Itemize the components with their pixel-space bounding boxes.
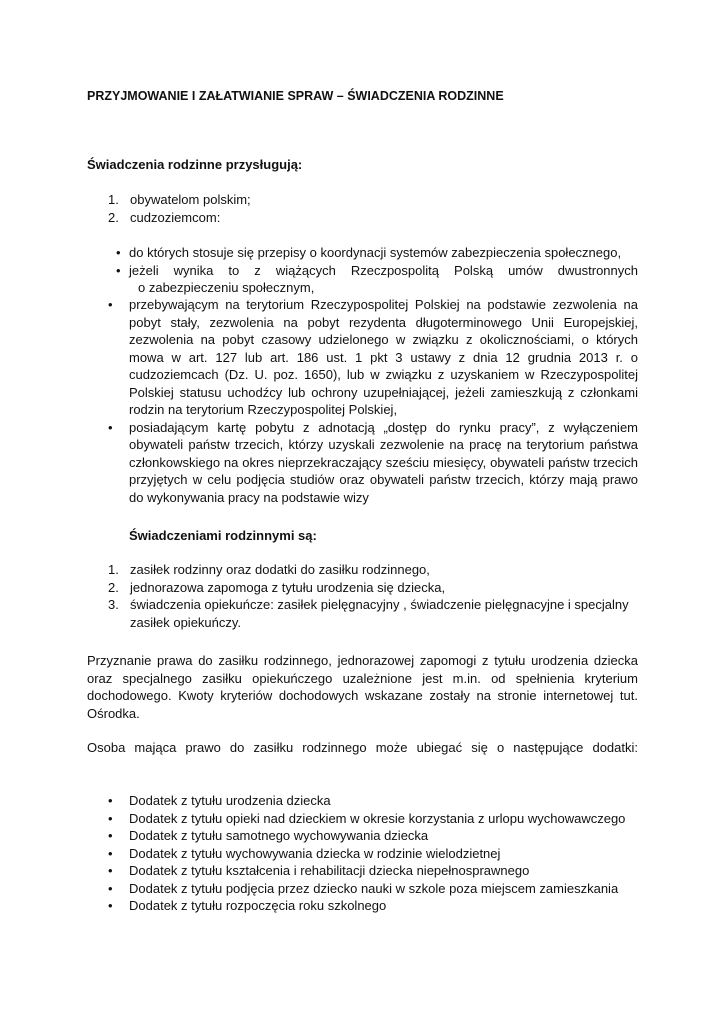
list-number: 2. [108, 579, 119, 595]
list-item-text: Dodatek z tytułu wychowywania dziecka w rodzinie wielodzietnej [129, 845, 501, 861]
foreigners-bullet-list-a [116, 244, 638, 297]
supplements-bullet-list [108, 792, 638, 915]
bullet-icon: • [108, 898, 113, 913]
list-item [108, 209, 628, 227]
list-item-text: Dodatek z tytułu kształcenia i rehabilitacji dziecka niepełnosprawnego [129, 863, 530, 878]
list-item-text: Dodatek z tytułu samotnego wychowywania dziecka [129, 828, 429, 843]
list-item-text: przebywającym na terytorium Rzeczypospolitej Polskiej na podstawie zezwolenia na pobyt stały, zezwolenia na pobyt rezydenta długoterminowego Unii Europejskiej, zezwolenia na pobyt czasowy udzielonego w związku z okolicznościami, o których mowa w art. 127 lub art. 186 ust. 1 pkt 3 ustawy z dnia 12 grudnia 2013 r. o cudzoziemcach (Dz. U. poz. 1650), lub w związku z uzyskaniem w Rzeczypospolitej Polskiej statusu uchodźcy lub ochrony uzupełniającej, jeżeli zamieszkują z członkami rodzin na terytorium Rzeczypospolitej Polskiej, [129, 297, 638, 417]
list-item-text-continuation: o zabezpieczeniu społecznym, [138, 280, 315, 295]
list-item [108, 596, 638, 631]
list-item [108, 880, 638, 898]
list-item-text: cudzoziemcom: [130, 209, 221, 225]
list-item [108, 561, 638, 579]
list-item [116, 244, 638, 262]
list-number: 1. [108, 192, 119, 207]
bullet-icon: • [108, 828, 113, 843]
list-number: 2. [108, 209, 119, 225]
list-item-text: Dodatek z tytułu rozpoczęcia roku szkolnego [129, 898, 387, 913]
bullet-icon: • [108, 810, 113, 826]
list-item-text: Dodatek z tytułu opieki nad dzieckiem w okresie korzystania z urlopu wychowawczego [129, 810, 626, 826]
list-item [108, 845, 638, 863]
income-criteria-paragraph: Przyznanie prawa do zasiłku rodzinnego, jednorazowej zapomogi z tytułu urodzenia dziecka oraz specjalnego zasiłku opiekuńczego uzależnione jest m.in. od spełnienia kryterium dochodowego. Kwoty kryteriów dochodowych wskazane zostały na stronie internetowej tut. Ośrodka. [87, 653, 638, 721]
list-item-text: Dodatek z tytułu podjęcia przez dziecko nauki w szkole poza miejscem zamieszkania [129, 880, 619, 896]
bullet-icon: • [108, 845, 113, 861]
list-item-text: obywatelom polskim; [130, 192, 251, 207]
bullet-icon: • [108, 419, 113, 435]
list-item [108, 827, 638, 845]
list-item-text: Dodatek z tytułu urodzenia dziecka [129, 793, 331, 808]
list-number: 1. [108, 562, 119, 577]
list-item-text: jednorazowa zapomoga z tytułu urodzenia się dziecka, [130, 579, 446, 595]
list-item-text: posiadającym kartę pobytu z adnotacją „dostęp do rynku pracy”, z wyłączeniem obywateli państw trzecich, którzy uzyskali zezwolenie na pracę na terytorium państwa członkowskiego na okres nieprzekraczający sześciu miesięcy, obywateli państw trzecich przyjętych w celu podjęcia studiów oraz obywateli państw trzecich, którzy mają prawo do wykonywania pracy na podstawie wizy [129, 419, 638, 505]
bullet-icon: • [116, 245, 121, 260]
supplements-intro-paragraph: Osoba mająca prawo do zasiłku rodzinnego może ubiegać się o następujące dodatki: [87, 740, 638, 755]
list-item [108, 579, 638, 597]
list-item-text: zasiłek rodzinny oraz dodatki do zasiłku rodzinnego, [130, 562, 430, 577]
list-item-text: świadczenia opiekuńcze: zasiłek pielęgnacyjny , świadczenie pielęgnacyjne i specjalny zasiłek opiekuńczy. [130, 597, 629, 630]
bullet-icon: • [108, 863, 113, 878]
bullet-icon: • [108, 793, 113, 808]
document-title: PRZYJMOWANIE I ZAŁATWIANIE SPRAW – ŚWIADCZENIA RODZINNE [87, 89, 504, 103]
list-item [108, 792, 638, 810]
benefits-numbered-list [108, 561, 638, 631]
list-item [108, 296, 638, 419]
list-item-text: jeżeli wynika to z wiążących Rzeczpospolitą Polską umów dwustronnych [129, 262, 638, 278]
foreigners-bullet-list-b [108, 296, 638, 506]
list-item [116, 262, 638, 297]
bullet-icon: • [116, 262, 121, 278]
list-item [108, 419, 638, 507]
list-item [108, 810, 638, 828]
bullet-icon: • [108, 880, 113, 896]
list-number: 3. [108, 597, 119, 612]
section-heading-entitled: Świadczenia rodzinne przysługują: [87, 157, 303, 172]
list-item [108, 897, 638, 915]
entitled-numbered-list [108, 191, 628, 226]
list-item [108, 862, 638, 880]
list-item [108, 191, 628, 209]
bullet-icon: • [108, 297, 113, 312]
list-item-text: do których stosuje się przepisy o koordynacji systemów zabezpieczenia społecznego, [129, 245, 622, 260]
section-heading-benefits: Świadczeniami rodzinnymi są: [129, 528, 317, 543]
